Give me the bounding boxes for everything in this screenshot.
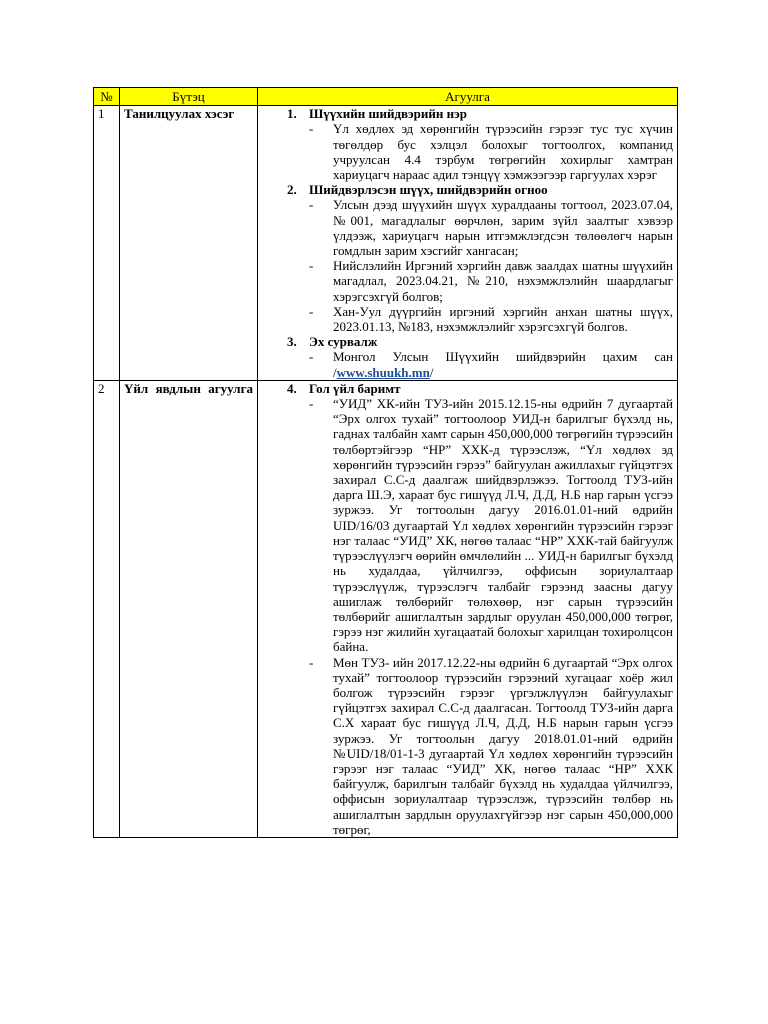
summary-table [93, 87, 678, 838]
table-row [94, 106, 678, 381]
list-item-text: “УИД” ХК-ийн ТУЗ-ийн 2015.12.15-ны өдрийн 7 дугаартай “Эрх олгох тухай” тогтоолоор УИД-н барилгыг бүхэлд нь, гаднах талбайн хамт сарын 450,000,000 төгрөгийн түрээсийн төлбөртэйгээр “НР” ХХК-д түрээслэж, “Үл хөдлөх эд хөрөнгийн түрээсийн гэрээ” байгуулан ажиллахыг гүйцэтгэх захирал С.С-д даалгаж шийдвэрлэжээ. Тогтоолд ТУЗ-ийн дарга Ш.Э, хараат бус гишүүд Л.Ч, Д.Д, Н.Б нар гарын үсгээ зуржээ. Уг тогтоолын дагуу 2016.01.01-ний өдрийн UID/16/03 дугаартай Үл хөдлөх хөрөнгийн түрээсийн гэрээг нэг талаас “УИД” ХК, нөгөө талаас “НР” ХХК-тай байгуулж түрээслүүлэгч өөрийн өмчлөлийн ... УИД-н барилгыг бүхэлд нь худалдаа, үйлчилгээ, оффисын зориулалтаар түрээслүүлж, түрээслэгч талбайг гэрээнд заасны дагуу ашиглаж төлбөрийг төлөхөөр, нэг сарын түрээсийн төлбөрийг ашиглалтын зардлыг оруулан 450,000,000 төгрөг, гэрээ нэг жилийн хугацаатай болохыг харилцан тохиролцсон байна. [333, 396, 673, 655]
item-title: Шийдвэрлэсэн шүүх, шийдвэрийн огноо [309, 182, 548, 198]
item-heading [262, 182, 673, 197]
item-title: Шүүхийн шийдвэрийн нэр [309, 106, 467, 122]
item-title: Эх сурвалж [309, 334, 378, 350]
list-item-text: Мөн ТУЗ- ийн 2017.12.22-ны өдрийн 6 дугаартай “Эрх олгох тухай” тогтоолоор түрээсийн гэрээний хугацааг хоёр жил болгож түрээсийн гэрээг үргэлжлүүлэн байгуулахыг гүйцэтгэх захирал С.С-д даалгасан. Тогтоолд ТУЗ-ийн дарга С.Х хараат бус гишүүд Л.Ч, Д.Д, Н.Б нарын гарын үсгээ зуржээ. Уг тогтоолын дагуу 2018.01.01-ний өдрийн №UID/18/01-1-3 дугаартай Үл хөдлөх хөрөнгийн түрээсийн гэрээг нэг талаас “УИД” ХК, нөгөө талаас “НР” ХХК байгуулж, барилгын талбайг бүхэлд нь худалдаа үйлчилгээ, оффисын зориулалтаар түрээслэж, түрээсийн төлбөр нь ашиглалтын зардлын оруулахгүйгээр нэг сарын 450,000,000 төгрөг, [333, 654, 673, 837]
item-number: 1. [287, 106, 297, 122]
list-item [309, 258, 673, 304]
list-item [309, 304, 673, 334]
header-content: Агуулга [258, 88, 678, 106]
section-name: Танилцуулах хэсэг [120, 106, 258, 381]
list-item-text: Үл хөдлөх эд хөрөнгийн түрээсийн гэрээг тус тус хүчин төгөлдөр бус хэлцэл болохыг тогтоолгох, компанид учруулсан 4.4 тэрбум төгрөгийн хохирлыг хамтран хариуцагч нараас адил тэнцүү хэмжээгээр гаргуулах хэрэг [333, 121, 673, 183]
header-structure: Бүтэц [120, 88, 258, 106]
row-number: 2 [94, 380, 120, 837]
item-heading [262, 381, 673, 396]
source-text [333, 349, 673, 379]
section-content [258, 106, 678, 381]
list-item [309, 396, 673, 654]
table-row [94, 380, 678, 837]
dash-bullet-icon: - [309, 349, 314, 365]
item-number: 4. [287, 380, 297, 396]
table-header-row [94, 88, 678, 106]
item-number: 3. [287, 334, 297, 350]
item-heading [262, 106, 673, 121]
dash-bullet-icon: - [309, 396, 314, 412]
section-name: Үйл явдлын агуулга [120, 380, 258, 837]
list-item-text: Хан-Уул дүүргийн иргэний хэргийн анхан шатны шүүх, 2023.01.13, №183, нэхэмжлэлийг хэрэгсэхгүй болгов. [333, 303, 673, 335]
list-item [309, 121, 673, 182]
item-heading [262, 334, 673, 349]
header-number: № [94, 88, 120, 106]
source-link[interactable]: www.shuukh.mn [336, 364, 430, 380]
list-item [309, 349, 673, 379]
list-item-text: Нийслэлийн Иргэний хэргийн давж заалдах шатны шүүхийн магадлал, 2023.04.21, №210, нэхэмжлэлийн шаардлагыг хэрэгсэхгүй болгов; [333, 258, 673, 304]
dash-bullet-icon: - [309, 197, 314, 213]
list-item [309, 197, 673, 258]
item-number: 2. [287, 182, 297, 198]
item-title: Гол үйл баримт [309, 380, 401, 396]
dash-bullet-icon: - [309, 654, 314, 670]
source-end: / [429, 364, 434, 380]
section-content [258, 380, 678, 837]
dash-bullet-icon: - [309, 258, 314, 274]
source-label: Монгол Улсын Шүүхийн шийдвэрийн цахим сан / [333, 349, 673, 380]
list-item [309, 655, 673, 837]
row-number: 1 [94, 106, 120, 381]
dash-bullet-icon: - [309, 121, 314, 137]
dash-bullet-icon: - [309, 303, 314, 319]
list-item-text: Улсын дээд шүүхийн шүүх хуралдааны тогтоол, 2023.07.04, №001, магадлалыг өөрчлөн, зарим зүйл заалтыг хэвээр үлдээж, хариуцагч нарын итгэмжлэгдсэн төлөөлөгч нарын гомдлын зарим хэсгийг хангасан; [333, 197, 673, 259]
